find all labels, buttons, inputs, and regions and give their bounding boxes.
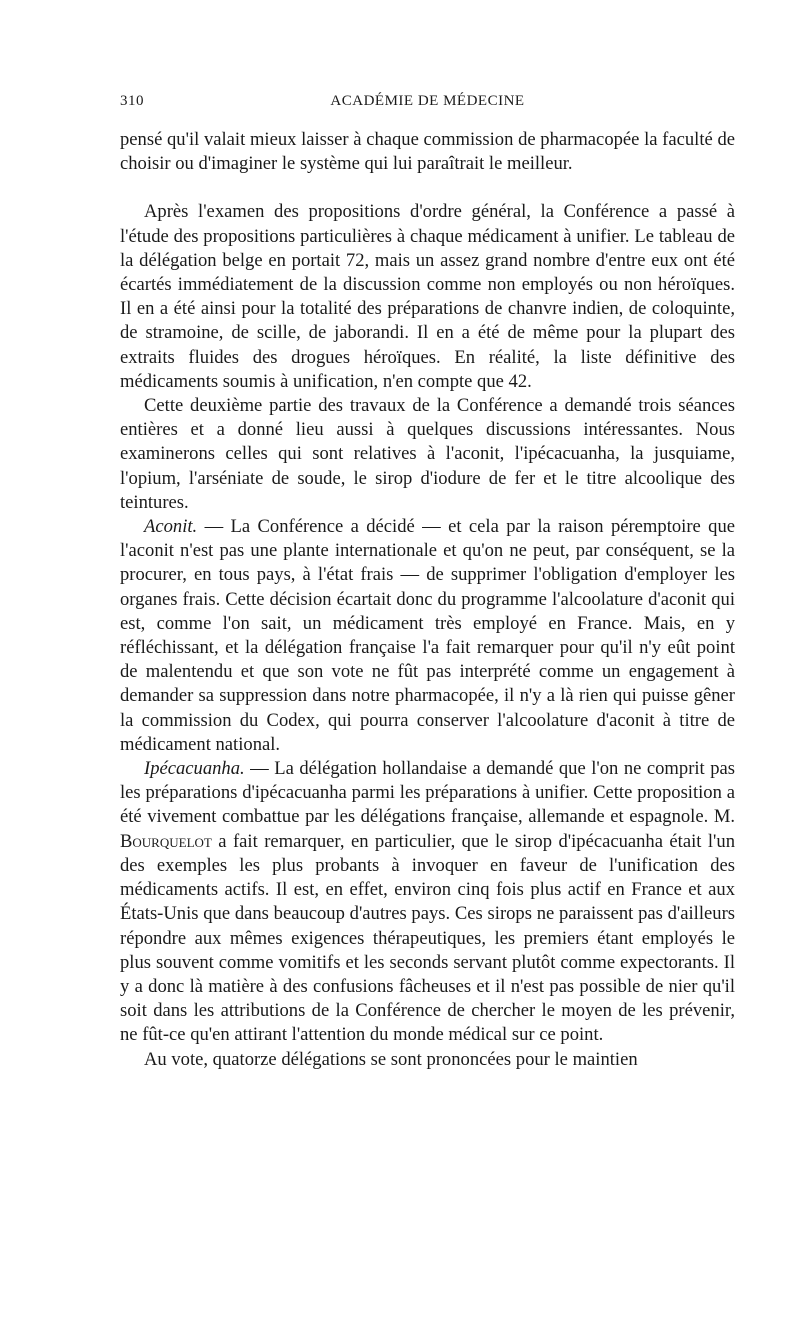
- paragraph-second-part: Cette deuxième partie des travaux de la Conférence a demandé trois séances entières et a donné lieu aussi à quelques discussions intéressantes. Nous examinerons celles qui sont relatives à l'aconit, l'ipécacuanha, la jusquiame, l'opium, l'arséniate de soude, le sirop d'iodure de fer et le titre alcoolique des teintures.: [120, 395, 735, 513]
- paragraph-vote: Au vote, quatorze délégations se sont prononcées pour le maintien: [144, 1048, 638, 1070]
- ipecacuanha-text-b: a fait remarquer, en particulier, que le sirop d'ipécacuanha était l'un des exemples les plus probants à invoquer en faveur de l'unification des médicaments actifs. Il est, en effet, environ cinq fois plus actif en France et aux États-Unis que dans beaucoup d'autres pays. Ces sirops ne paraissent pas d'ailleurs répondre aux mêmes exigences thérapeutiques, les premiers étant employés le plus souvent comme vomitifs et les seconds servant plutôt comme expectorants. Il y a donc là matière à des confusions fâcheuses et il n'est pas possible de nier qu'il soit dans les attributions de la Conférence de chercher le moyen de les prévenir, ne fût-ce qu'en attirant l'attention du monde médical sur ce point.: [120, 830, 735, 1046]
- page-number: 310: [120, 93, 144, 109]
- ipecacuanha-text-a: — La délégation hollandaise a demandé que l'on ne comprit pas les préparations d'ipécacuanha parmi les préparations à unifier. Cette proposition a été vivement combattue par les délégations française, allemande et espagnole. M.: [120, 758, 735, 828]
- body-text: [120, 128, 735, 1072]
- term-ipecacuanha: Ipécacuanha.: [144, 758, 245, 780]
- aconit-text: — La Conférence a décidé — et cela par la raison péremptoire que l'aconit n'est pas une plante internationale et qu'on ne peut, par conséquent, se la procurer, en tous pays, à l'état frais — de supprimer l'obligation d'employer les organes frais. Cette décision écartait donc du programme l'alcoolature d'aconit qui est, comme l'on sait, un médicament très employé en France. Mais, en y réfléchissant, et la délégation française l'a fait remarquer pour qu'il n'y eût point de malentendu et que son vote ne fût pas interprété comme un engagement à demander sa suppression dans notre pharmacopée, il n'y a là rien qui puisse gêner la commission du Codex, qui pourra conserver l'alcoolature d'aconit à titre de médicament national.: [120, 516, 735, 755]
- running-head: [120, 93, 735, 115]
- paragraph-continuation: pensé qu'il valait mieux laisser à chaque commission de pharmacopée la faculté de choisir ou d'imaginer le système qui lui paraîtrait le meilleur.: [120, 129, 735, 175]
- term-aconit: Aconit.: [144, 516, 198, 538]
- paragraph-ipecacuanha: [120, 757, 735, 1047]
- person-name: Bourquelot: [120, 830, 212, 852]
- paragraph-general-propositions: Après l'examen des propositions d'ordre général, la Conférence a passé à l'étude des propositions particulières à chaque médicament à unifier. Le tableau de la délégation belge en portait 72, mais un assez grand nombre d'entre eux ont été écartés immédiatement de la discussion comme non employés ou non héroïques. Il en a été ainsi pour la totalité des préparations de chanvre indien, de coloquinte, de stramoine, de scille, de jaborandi. Il en a été de même pour la plupart des extraits fluides des drogues héroïques. En réalité, la liste définitive des médicaments soumis à unification, n'en compte que 42.: [120, 201, 735, 392]
- running-title: ACADÉMIE DE MÉDECINE: [330, 93, 525, 109]
- paragraph-aconit: [120, 515, 735, 757]
